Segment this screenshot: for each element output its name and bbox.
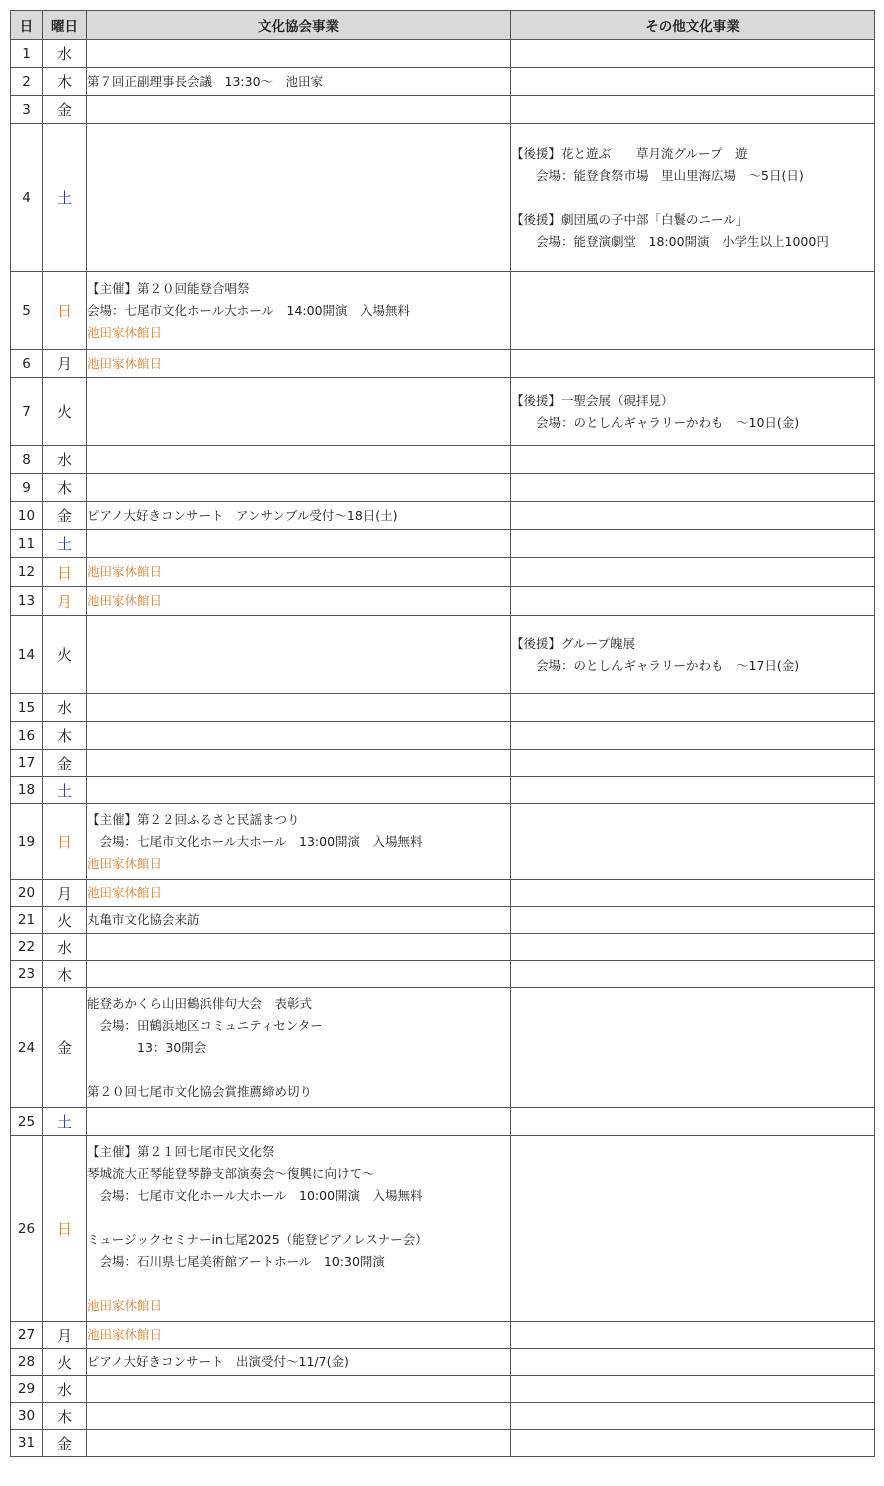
table-row <box>11 777 875 804</box>
header-other-events: その他文化事業 <box>511 11 875 40</box>
event-line: 【主催】第２１回七尾市民文化祭 <box>87 1143 275 1159</box>
other-events-cell <box>511 1430 875 1457</box>
weekday: 土 <box>43 777 87 804</box>
table-row <box>11 907 875 934</box>
other-events-cell <box>511 378 875 446</box>
other-events-cell <box>511 587 875 616</box>
day-number: 24 <box>11 988 43 1108</box>
table-row <box>11 694 875 722</box>
day-number: 1 <box>11 40 43 68</box>
event-line: 【後援】一聖会展（硯拝見） <box>511 392 674 408</box>
closed-day-note: 池田家休館日 <box>87 1297 163 1313</box>
closed-day-note: 池田家休館日 <box>87 324 163 340</box>
day-number: 14 <box>11 616 43 694</box>
other-events-cell <box>511 446 875 474</box>
day-number: 10 <box>11 502 43 530</box>
day-number: 4 <box>11 124 43 272</box>
other-events-cell <box>511 558 875 587</box>
header-weekday: 曜日 <box>43 11 87 40</box>
event-line: 【主催】第２２回ふるさと民謡まつり <box>87 811 300 827</box>
event-line: 第２０回七尾市文化協会賞推薦締め切り <box>87 1083 313 1099</box>
weekday: 水 <box>43 1376 87 1403</box>
table-row <box>11 587 875 616</box>
table-row <box>11 934 875 961</box>
weekday: 水 <box>43 934 87 961</box>
table-row <box>11 474 875 502</box>
day-number: 18 <box>11 777 43 804</box>
table-row <box>11 1108 875 1136</box>
table-row <box>11 750 875 777</box>
day-number: 25 <box>11 1108 43 1136</box>
other-events-cell <box>511 934 875 961</box>
day-number: 3 <box>11 96 43 124</box>
bunka-events-cell <box>87 530 511 558</box>
other-events-cell <box>511 1349 875 1376</box>
table-row <box>11 804 875 880</box>
table-row <box>11 722 875 750</box>
bunka-events-cell <box>87 1136 511 1322</box>
day-number: 21 <box>11 907 43 934</box>
other-events-cell <box>511 272 875 350</box>
bunka-events-cell <box>87 474 511 502</box>
table-row <box>11 96 875 124</box>
bunka-events-cell <box>87 587 511 616</box>
closed-day-note: 池田家休館日 <box>87 885 163 900</box>
event-line: 会場：七尾市文化ホール大ホール 10:00開演 入場無料 <box>87 1187 423 1203</box>
day-number: 8 <box>11 446 43 474</box>
bunka-events-cell <box>87 124 511 272</box>
other-events-cell <box>511 124 875 272</box>
weekday: 火 <box>43 907 87 934</box>
day-number: 27 <box>11 1322 43 1349</box>
other-events-cell <box>511 880 875 907</box>
event-line: 琴城流大正琴能登琴静支部演奏会～復興に向けて～ <box>87 1165 375 1181</box>
event-line: 会場：のとしんギャラリーかわも ～10日(金) <box>511 414 800 430</box>
event-line: 丸亀市文化協会来訪 <box>87 912 200 927</box>
table-row <box>11 530 875 558</box>
day-number: 11 <box>11 530 43 558</box>
weekday: 月 <box>43 1322 87 1349</box>
table-row <box>11 1403 875 1430</box>
bunka-events-cell <box>87 1349 511 1376</box>
weekday: 木 <box>43 1403 87 1430</box>
day-number: 16 <box>11 722 43 750</box>
event-line: 13：30開会 <box>87 1039 207 1055</box>
day-number: 2 <box>11 68 43 96</box>
table-row <box>11 1376 875 1403</box>
weekday: 水 <box>43 40 87 68</box>
event-line <box>87 1059 510 1081</box>
bunka-events-cell <box>87 378 511 446</box>
weekday: 金 <box>43 750 87 777</box>
other-events-cell <box>511 1108 875 1136</box>
bunka-events-cell <box>87 750 511 777</box>
other-events-cell <box>511 40 875 68</box>
day-number: 6 <box>11 350 43 378</box>
event-line <box>87 1207 510 1229</box>
weekday: 土 <box>43 530 87 558</box>
other-events-cell <box>511 616 875 694</box>
bunka-events-cell <box>87 1430 511 1457</box>
event-calendar-table <box>10 10 875 1457</box>
other-events-cell <box>511 1322 875 1349</box>
closed-day-note: 池田家休館日 <box>87 855 163 871</box>
weekday: 金 <box>43 988 87 1108</box>
event-line: 【後援】グループ魄展 <box>511 635 636 651</box>
day-number: 31 <box>11 1430 43 1457</box>
event-line: 会場：田鶴浜地区コミュニティセンター <box>87 1017 323 1033</box>
weekday: 水 <box>43 694 87 722</box>
weekday: 日 <box>43 272 87 350</box>
closed-day-note: 池田家休館日 <box>87 564 163 579</box>
day-number: 28 <box>11 1349 43 1376</box>
table-row <box>11 880 875 907</box>
bunka-events-cell <box>87 446 511 474</box>
other-events-cell <box>511 530 875 558</box>
header-bunka-events: 文化協会事業 <box>87 11 511 40</box>
bunka-events-cell <box>87 68 511 96</box>
closed-day-note: 池田家休館日 <box>87 355 163 371</box>
weekday: 日 <box>43 804 87 880</box>
bunka-events-cell <box>87 804 511 880</box>
day-number: 23 <box>11 961 43 988</box>
table-row <box>11 1430 875 1457</box>
event-line: 会場：石川県七尾美術館アートホール 10:30開演 <box>87 1253 385 1269</box>
day-number: 22 <box>11 934 43 961</box>
table-row <box>11 1349 875 1376</box>
table-row <box>11 446 875 474</box>
bunka-events-cell <box>87 722 511 750</box>
event-line: 第７回正副理事長会議 13:30～ 池田家 <box>87 73 324 89</box>
event-line: 会場：のとしんギャラリーかわも ～17日(金) <box>511 657 800 673</box>
bunka-events-cell <box>87 40 511 68</box>
other-events-cell <box>511 1403 875 1430</box>
bunka-events-cell <box>87 350 511 378</box>
table-row <box>11 272 875 350</box>
event-line: ピアノ大好きコンサート アンサンブル受付～18日(土) <box>87 507 398 523</box>
bunka-events-cell <box>87 616 511 694</box>
bunka-events-cell <box>87 558 511 587</box>
table-row <box>11 124 875 272</box>
day-number: 9 <box>11 474 43 502</box>
other-events-cell <box>511 988 875 1108</box>
weekday: 水 <box>43 446 87 474</box>
weekday: 火 <box>43 1349 87 1376</box>
other-events-cell <box>511 694 875 722</box>
day-number: 13 <box>11 587 43 616</box>
table-row <box>11 378 875 446</box>
bunka-events-cell <box>87 934 511 961</box>
weekday: 火 <box>43 616 87 694</box>
weekday: 月 <box>43 350 87 378</box>
day-number: 7 <box>11 378 43 446</box>
header-row <box>11 11 875 40</box>
event-line: 会場：七尾市文化ホール大ホール 13:00開演 入場無料 <box>87 833 423 849</box>
event-line: ミュージックセミナーin七尾2025（能登ピアノレスナー会） <box>87 1231 428 1247</box>
event-line <box>511 187 874 209</box>
other-events-cell <box>511 804 875 880</box>
bunka-events-cell <box>87 272 511 350</box>
day-number: 29 <box>11 1376 43 1403</box>
weekday: 日 <box>43 1136 87 1322</box>
weekday: 日 <box>43 558 87 587</box>
table-row <box>11 1136 875 1322</box>
event-line: 会場：能登演劇堂 18:00開演 小学生以上1000円 <box>511 233 829 249</box>
header-day: 日 <box>11 11 43 40</box>
other-events-cell <box>511 961 875 988</box>
weekday: 木 <box>43 961 87 988</box>
bunka-events-cell <box>87 1376 511 1403</box>
day-number: 15 <box>11 694 43 722</box>
table-row <box>11 350 875 378</box>
bunka-events-cell <box>87 961 511 988</box>
bunka-events-cell <box>87 1322 511 1349</box>
other-events-cell <box>511 777 875 804</box>
weekday: 木 <box>43 722 87 750</box>
other-events-cell <box>511 907 875 934</box>
table-row <box>11 1322 875 1349</box>
event-line <box>87 1273 510 1295</box>
weekday: 金 <box>43 1430 87 1457</box>
weekday: 火 <box>43 378 87 446</box>
closed-day-note: 池田家休館日 <box>87 1327 163 1342</box>
weekday: 金 <box>43 502 87 530</box>
event-line: 【後援】花と遊ぶ 草月流グループ 遊 <box>511 145 748 161</box>
weekday: 月 <box>43 880 87 907</box>
day-number: 19 <box>11 804 43 880</box>
other-events-cell <box>511 722 875 750</box>
bunka-events-cell <box>87 694 511 722</box>
weekday: 月 <box>43 587 87 616</box>
table-row <box>11 988 875 1108</box>
bunka-events-cell <box>87 777 511 804</box>
bunka-events-cell <box>87 96 511 124</box>
bunka-events-cell <box>87 502 511 530</box>
bunka-events-cell <box>87 988 511 1108</box>
day-number: 30 <box>11 1403 43 1430</box>
other-events-cell <box>511 502 875 530</box>
weekday: 木 <box>43 474 87 502</box>
event-line: 会場：七尾市文化ホール大ホール 14:00開演 入場無料 <box>87 302 411 318</box>
calendar-body <box>11 40 875 1457</box>
day-number: 26 <box>11 1136 43 1322</box>
weekday: 金 <box>43 96 87 124</box>
day-number: 20 <box>11 880 43 907</box>
table-row <box>11 558 875 587</box>
event-line: 能登あかくら山田鶴浜俳句大会 表彰式 <box>87 995 313 1011</box>
other-events-cell <box>511 1376 875 1403</box>
table-row <box>11 40 875 68</box>
event-line: ピアノ大好きコンサート 出演受付～11/7(金) <box>87 1354 349 1369</box>
table-row <box>11 68 875 96</box>
day-number: 12 <box>11 558 43 587</box>
other-events-cell <box>511 750 875 777</box>
other-events-cell <box>511 96 875 124</box>
other-events-cell <box>511 474 875 502</box>
other-events-cell <box>511 1136 875 1322</box>
table-row <box>11 502 875 530</box>
bunka-events-cell <box>87 1108 511 1136</box>
event-line: 会場：能登食祭市場 里山里海広場 ～5日(日) <box>511 167 804 183</box>
bunka-events-cell <box>87 907 511 934</box>
day-number: 5 <box>11 272 43 350</box>
bunka-events-cell <box>87 880 511 907</box>
weekday: 木 <box>43 68 87 96</box>
event-line: 【主催】第２０回能登合唱祭 <box>87 280 250 296</box>
bunka-events-cell <box>87 1403 511 1430</box>
weekday: 土 <box>43 124 87 272</box>
other-events-cell <box>511 350 875 378</box>
day-number: 17 <box>11 750 43 777</box>
other-events-cell <box>511 68 875 96</box>
table-row <box>11 616 875 694</box>
weekday: 土 <box>43 1108 87 1136</box>
table-row <box>11 961 875 988</box>
closed-day-note: 池田家休館日 <box>87 593 163 608</box>
event-line: 【後援】劇団風の子中部「白鬟のニール」 <box>511 211 749 227</box>
